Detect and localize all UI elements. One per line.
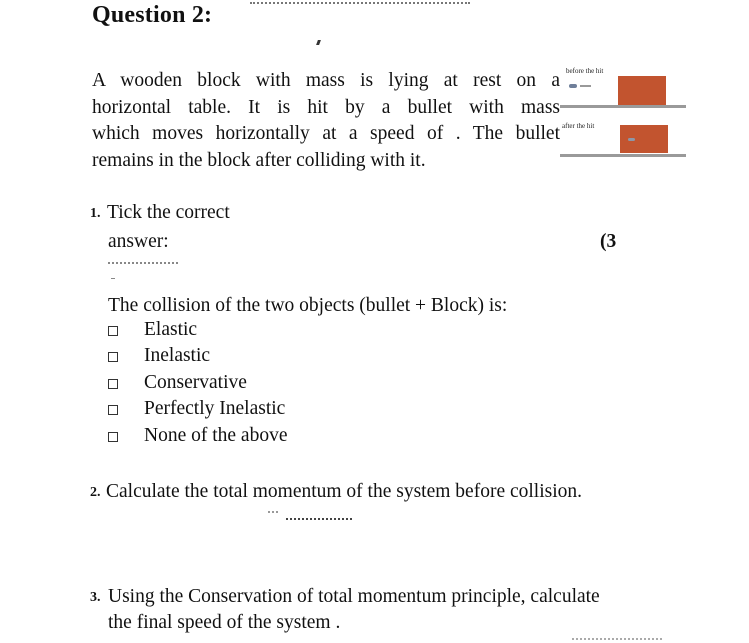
paragraph-line: A wooden block with mass is lying at rest on a: [92, 70, 560, 91]
question-title: Question 2:: [92, 2, 213, 28]
paragraph-line: which moves horizontally at a speed of . The bullet: [92, 123, 560, 144]
q2-number: 2.: [90, 485, 101, 500]
option-label: Perfectly Inelastic: [144, 398, 286, 419]
option-elastic[interactable]: [108, 319, 197, 341]
bullet-icon: [569, 84, 591, 88]
checkbox[interactable]: [108, 432, 118, 442]
collision-figure: [558, 72, 690, 164]
checkbox[interactable]: [108, 352, 118, 362]
wooden-block-before: [618, 76, 666, 106]
stray-mark: [316, 40, 321, 45]
checkbox[interactable]: [108, 379, 118, 389]
q3-text-line1: Using the Conservation of total momentum principle, calculate: [108, 586, 600, 607]
option-label: Elastic: [144, 319, 198, 340]
q3-number: 3.: [90, 590, 101, 605]
q1-text-line2: answer:: [108, 231, 169, 252]
option-perfectly-inelastic[interactable]: [108, 398, 285, 420]
q1-number: 1.: [90, 206, 101, 221]
table-before: [560, 105, 686, 108]
option-label: None of the above: [144, 425, 288, 446]
paragraph-line: remains in the block after colliding with it.: [92, 149, 426, 171]
cutoff-dots: [268, 511, 278, 515]
checkbox[interactable]: [108, 405, 118, 415]
option-none-of-the-above[interactable]: [108, 425, 288, 447]
paragraph-line: horizontal table. It is hit by a bullet with mass: [92, 96, 560, 118]
cutoff-dots: [572, 638, 662, 643]
q1-text-line1: Tick the correct: [107, 202, 230, 223]
option-label: Inelastic: [144, 345, 211, 366]
top-cutoff-text: [250, 0, 470, 4]
cutoff-dots: [108, 262, 178, 267]
q1-points-fragment: (3: [600, 231, 617, 252]
before-hit-label: before the hit: [566, 67, 604, 75]
q3-text-line2: the final speed of the system .: [108, 612, 341, 633]
problem-paragraph: [92, 68, 560, 174]
after-hit-label: after the hit: [562, 122, 595, 130]
cutoff-dash: [111, 278, 115, 279]
embedded-bullet-icon: [628, 138, 635, 141]
q2-text: Calculate the total momentum of the system before collision.: [106, 481, 583, 502]
cutoff-dots: [286, 518, 352, 522]
option-conservative[interactable]: [108, 372, 247, 394]
option-inelastic[interactable]: [108, 345, 210, 367]
option-label: Conservative: [144, 372, 247, 393]
wooden-block-after: [620, 125, 668, 153]
q1-prompt: The collision of the two objects (bullet + Block) is:: [108, 295, 508, 316]
table-after: [560, 154, 686, 157]
checkbox[interactable]: [108, 326, 118, 336]
